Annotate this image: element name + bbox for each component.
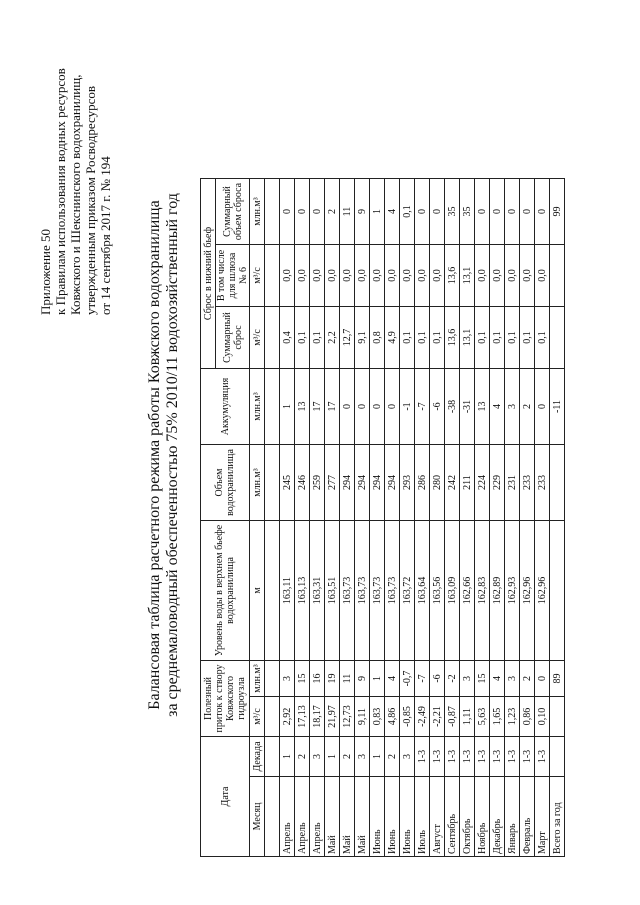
cell-month: Июнь <box>370 777 385 857</box>
cell-total-flow: 0,1 <box>490 307 505 369</box>
cell-inflow-v: 3 <box>505 661 520 697</box>
cell-accum: 3 <box>505 369 520 445</box>
cell-level: 162,96 <box>535 521 550 661</box>
cell-decade: 1 <box>280 737 295 777</box>
header-inflow: Полезный приток к створу Ковжского гидроузла <box>201 661 250 737</box>
cell-inflow-v: 4 <box>490 661 505 697</box>
cell-inflow-q: -2,21 <box>430 697 445 737</box>
cell-decade: 1-3 <box>490 737 505 777</box>
cell-incl-dam6: 0,0 <box>340 245 355 307</box>
cell-volume: 211 <box>460 445 475 521</box>
unit-inflow-v: млн.м³ <box>250 661 265 697</box>
header-level: Уровень воды в верхнем бьефе водохранилища <box>201 521 250 661</box>
cell-decade: 1-3 <box>505 737 520 777</box>
table-row <box>400 179 415 857</box>
cell-accum: 0 <box>340 369 355 445</box>
cell-total-flow: 2,2 <box>325 307 340 369</box>
cell-volume: 246 <box>295 445 310 521</box>
cell-inflow-q: 18,17 <box>310 697 325 737</box>
balance-table <box>200 178 565 857</box>
table-row <box>370 179 385 857</box>
cell-decade: 1-3 <box>535 737 550 777</box>
table-row <box>505 179 520 857</box>
cell-volume: 245 <box>280 445 295 521</box>
cell-inflow-q: 0,10 <box>535 697 550 737</box>
table-row <box>415 179 430 857</box>
cell-month: Май <box>355 777 370 857</box>
cell-level: 163,64 <box>415 521 430 661</box>
cell-decade: 1-3 <box>520 737 535 777</box>
cell-total-volume: 9 <box>355 179 370 245</box>
cell-inflow-v: 11 <box>340 661 355 697</box>
cell-decade: 3 <box>400 737 415 777</box>
cell-accum: -6 <box>430 369 445 445</box>
cell-accum: 2 <box>520 369 535 445</box>
cell-incl-dam6: 0,0 <box>325 245 340 307</box>
cell-inflow-q: 9,11 <box>355 697 370 737</box>
cell-volume: 233 <box>535 445 550 521</box>
cell-volume: 229 <box>490 445 505 521</box>
cell-total-volume: 1 <box>370 179 385 245</box>
cell-month: Октябрь <box>460 777 475 857</box>
cell-total-volume: 0 <box>280 179 295 245</box>
total-accum: -11 <box>550 369 565 445</box>
cell-incl-dam6: 0,0 <box>415 245 430 307</box>
cell-level: 162,83 <box>475 521 490 661</box>
cell-month: Июнь <box>400 777 415 857</box>
cell-month: Январь <box>505 777 520 857</box>
cell-month: Апрель <box>280 777 295 857</box>
cell-accum: 0 <box>370 369 385 445</box>
table-row <box>385 179 400 857</box>
table-row <box>535 179 550 857</box>
cell-accum: 0 <box>385 369 400 445</box>
cell-incl-dam6: 0,0 <box>355 245 370 307</box>
cell-month: Март <box>535 777 550 857</box>
cell-accum: -1 <box>400 369 415 445</box>
cell-accum: -7 <box>415 369 430 445</box>
cell-incl-dam6: 13,6 <box>445 245 460 307</box>
cell-level: 163,72 <box>400 521 415 661</box>
cell-inflow-q: 0,83 <box>370 697 385 737</box>
cell-accum: -38 <box>445 369 460 445</box>
cell-total-flow: 13,6 <box>445 307 460 369</box>
cell-month: Декабрь <box>490 777 505 857</box>
cell-total-volume: 0 <box>490 179 505 245</box>
cell-total-volume: 35 <box>460 179 475 245</box>
appendix-line: Ковжского и Шекснинского водохранилищ, <box>68 74 83 315</box>
cell-total-volume: 0 <box>415 179 430 245</box>
unit-accum: млн.м³ <box>250 369 265 445</box>
cell-decade: 1-3 <box>415 737 430 777</box>
cell-accum: 13 <box>295 369 310 445</box>
cell-level: 163,11 <box>280 521 295 661</box>
cell-month: Июнь <box>385 777 400 857</box>
cell-inflow-v: 4 <box>385 661 400 697</box>
total-row <box>550 179 565 857</box>
cell-volume: 280 <box>430 445 445 521</box>
cell-total-volume: 0 <box>475 179 490 245</box>
cell-volume: 277 <box>325 445 340 521</box>
cell-volume: 231 <box>505 445 520 521</box>
cell-inflow-q: -0,87 <box>445 697 460 737</box>
cell-total-flow: 0,1 <box>475 307 490 369</box>
cell-decade: 2 <box>340 737 355 777</box>
cell-inflow-v: 16 <box>310 661 325 697</box>
cell-accum: 13 <box>475 369 490 445</box>
table-row <box>340 179 355 857</box>
table-row <box>295 179 310 857</box>
cell-total-flow: 13,1 <box>460 307 475 369</box>
cell-total-flow: 0,4 <box>280 307 295 369</box>
cell-accum: -31 <box>460 369 475 445</box>
cell-volume: 294 <box>370 445 385 521</box>
cell-level: 163,51 <box>325 521 340 661</box>
cell-total-flow: 0,1 <box>535 307 550 369</box>
cell-level: 163,09 <box>445 521 460 661</box>
cell-level: 163,73 <box>385 521 400 661</box>
cell-accum: 1 <box>280 369 295 445</box>
cell-volume: 294 <box>340 445 355 521</box>
cell-inflow-q: -2,49 <box>415 697 430 737</box>
cell-incl-dam6: 0,0 <box>535 245 550 307</box>
total-inflow: 89 <box>550 661 565 697</box>
cell-total-flow: 4,9 <box>385 307 400 369</box>
cell-inflow-q: 0,86 <box>520 697 535 737</box>
header-total-flow: Суммарный сброс <box>216 307 250 369</box>
cell-incl-dam6: 0,0 <box>370 245 385 307</box>
cell-inflow-q: 2,92 <box>280 697 295 737</box>
cell-volume: 259 <box>310 445 325 521</box>
cell-volume: 294 <box>355 445 370 521</box>
empty-row <box>265 179 280 857</box>
cell-inflow-q: 4,86 <box>385 697 400 737</box>
cell-inflow-q: 1,23 <box>505 697 520 737</box>
cell-month: Апрель <box>310 777 325 857</box>
unit-total-volume: млн.м³ <box>250 179 265 245</box>
cell-accum: 17 <box>310 369 325 445</box>
cell-accum: 0 <box>535 369 550 445</box>
cell-inflow-q: 21,97 <box>325 697 340 737</box>
cell-volume: 233 <box>520 445 535 521</box>
header-month: Месяц <box>250 777 265 857</box>
table-row <box>520 179 535 857</box>
cell-volume: 224 <box>475 445 490 521</box>
appendix-line: к Правилам использования водных ресурсов <box>53 68 68 315</box>
cell-volume: 242 <box>445 445 460 521</box>
cell-total-volume: 0 <box>535 179 550 245</box>
cell-inflow-v: 3 <box>460 661 475 697</box>
title-line-1: Балансовая таблица расчетного режима работы Ковжского водохранилища <box>146 200 163 710</box>
cell-inflow-v: 2 <box>520 661 535 697</box>
cell-total-volume: 0 <box>310 179 325 245</box>
unit-total-flow: м³/с <box>250 307 265 369</box>
table-row <box>490 179 505 857</box>
cell-decade: 1-3 <box>475 737 490 777</box>
cell-inflow-v: -2 <box>445 661 460 697</box>
appendix-line: Приложение 50 <box>38 228 53 315</box>
cell-total-flow: 0,1 <box>310 307 325 369</box>
cell-month: Февраль <box>520 777 535 857</box>
cell-accum: 17 <box>325 369 340 445</box>
cell-level: 162,66 <box>460 521 475 661</box>
cell-level: 163,13 <box>295 521 310 661</box>
cell-decade: 1-3 <box>445 737 460 777</box>
total-volume: 99 <box>550 179 565 245</box>
cell-inflow-q: 1,65 <box>490 697 505 737</box>
cell-inflow-v: 3 <box>280 661 295 697</box>
cell-total-flow: 0,8 <box>370 307 385 369</box>
cell-total-volume: 0 <box>430 179 445 245</box>
cell-level: 163,31 <box>310 521 325 661</box>
cell-inflow-v: 1 <box>370 661 385 697</box>
table-row <box>325 179 340 857</box>
cell-inflow-q: 17,13 <box>295 697 310 737</box>
cell-month: Ноябрь <box>475 777 490 857</box>
header-total-volume: Суммарный объем сброса <box>216 179 250 245</box>
cell-total-flow: 0,1 <box>520 307 535 369</box>
cell-inflow-q: 5,63 <box>475 697 490 737</box>
cell-incl-dam6: 0,0 <box>295 245 310 307</box>
cell-month: Июль <box>415 777 430 857</box>
cell-decade: 1 <box>325 737 340 777</box>
cell-volume: 294 <box>385 445 400 521</box>
document-title <box>146 65 182 845</box>
cell-inflow-v: 0 <box>535 661 550 697</box>
cell-decade: 3 <box>310 737 325 777</box>
cell-total-volume: 0 <box>295 179 310 245</box>
cell-total-flow: 9,1 <box>355 307 370 369</box>
cell-incl-dam6: 0,0 <box>475 245 490 307</box>
cell-incl-dam6: 0,0 <box>520 245 535 307</box>
total-label: Всего за год <box>550 777 565 857</box>
unit-incl-dam6: м³/с <box>250 245 265 307</box>
cell-inflow-v: 15 <box>295 661 310 697</box>
cell-incl-dam6: 13,1 <box>460 245 475 307</box>
header-accumulation: Аккумуляция <box>201 369 250 445</box>
cell-inflow-v: 15 <box>475 661 490 697</box>
cell-decade: 3 <box>355 737 370 777</box>
cell-incl-dam6: 0,0 <box>310 245 325 307</box>
cell-month: Май <box>325 777 340 857</box>
cell-incl-dam6: 0,0 <box>385 245 400 307</box>
cell-month: Апрель <box>295 777 310 857</box>
cell-month: Май <box>340 777 355 857</box>
cell-level: 163,73 <box>370 521 385 661</box>
cell-level: 163,56 <box>430 521 445 661</box>
cell-inflow-q: 12,73 <box>340 697 355 737</box>
cell-level: 162,96 <box>520 521 535 661</box>
table-row <box>430 179 445 857</box>
cell-total-flow: 0,1 <box>295 307 310 369</box>
cell-total-volume: 0,1 <box>400 179 415 245</box>
cell-accum: 4 <box>490 369 505 445</box>
cell-total-volume: 11 <box>340 179 355 245</box>
table-row <box>310 179 325 857</box>
cell-month: Сентябрь <box>445 777 460 857</box>
cell-total-volume: 0 <box>520 179 535 245</box>
header-discharge: Сброс в нижний бьеф <box>201 179 216 369</box>
unit-volume: млн.м³ <box>250 445 265 521</box>
cell-decade: 2 <box>295 737 310 777</box>
header-decade: Декада <box>250 737 265 777</box>
cell-accum: 0 <box>355 369 370 445</box>
header-volume: Объем водохранилища <box>201 445 250 521</box>
cell-inflow-v: -7 <box>415 661 430 697</box>
cell-level: 163,73 <box>355 521 370 661</box>
cell-total-volume: 35 <box>445 179 460 245</box>
cell-decade: 1-3 <box>430 737 445 777</box>
cell-inflow-q: 1,11 <box>460 697 475 737</box>
cell-volume: 293 <box>400 445 415 521</box>
table-row <box>280 179 295 857</box>
cell-month: Август <box>430 777 445 857</box>
header-date: Дата <box>201 737 250 857</box>
title-line-2: за среднемаловодный обеспеченностью 75% 2010/11 водохозяйственный год <box>164 193 181 717</box>
cell-inflow-v: -0,7 <box>400 661 415 697</box>
cell-total-volume: 4 <box>385 179 400 245</box>
cell-incl-dam6: 0,0 <box>430 245 445 307</box>
unit-level: м <box>250 521 265 661</box>
cell-decade: 1-3 <box>460 737 475 777</box>
cell-total-volume: 0 <box>505 179 520 245</box>
table-row <box>475 179 490 857</box>
header-incl-dam6: В том числе для шлюза № 6 <box>216 245 250 307</box>
appendix-line: от 14 сентября 2017 г. № 194 <box>98 156 113 315</box>
cell-incl-dam6: 0,0 <box>505 245 520 307</box>
cell-total-flow: 0,1 <box>505 307 520 369</box>
cell-incl-dam6: 0,0 <box>280 245 295 307</box>
appendix-note <box>38 15 113 315</box>
cell-incl-dam6: 0,0 <box>400 245 415 307</box>
cell-total-flow: 12,7 <box>340 307 355 369</box>
table-row <box>460 179 475 857</box>
cell-level: 162,89 <box>490 521 505 661</box>
cell-total-flow: 0,1 <box>415 307 430 369</box>
cell-decade: 2 <box>385 737 400 777</box>
cell-inflow-v: 19 <box>325 661 340 697</box>
table-row <box>445 179 460 857</box>
table-row <box>355 179 370 857</box>
cell-inflow-v: -6 <box>430 661 445 697</box>
cell-total-volume: 2 <box>325 179 340 245</box>
cell-inflow-v: 9 <box>355 661 370 697</box>
cell-level: 163,73 <box>340 521 355 661</box>
cell-level: 162,93 <box>505 521 520 661</box>
cell-total-flow: 0,1 <box>430 307 445 369</box>
cell-total-flow: 0,1 <box>400 307 415 369</box>
cell-inflow-q: -0,85 <box>400 697 415 737</box>
cell-incl-dam6: 0,0 <box>490 245 505 307</box>
unit-inflow-q: м³/с <box>250 697 265 737</box>
cell-decade: 1 <box>370 737 385 777</box>
appendix-line: утвержденным приказом Росводресурсов <box>83 86 98 315</box>
cell-volume: 286 <box>415 445 430 521</box>
